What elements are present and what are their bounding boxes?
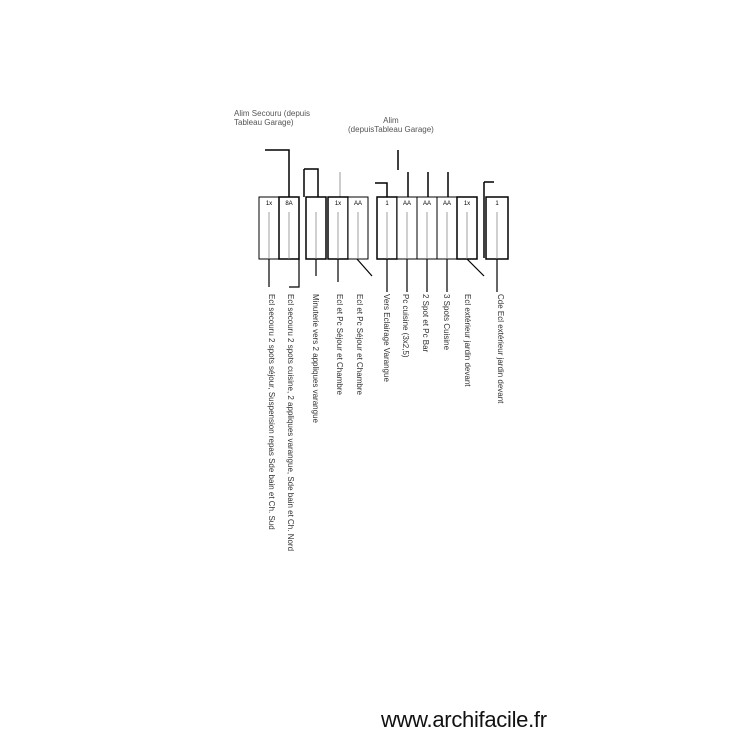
outgoing-wiring [269, 259, 497, 292]
circuit-label-10: Ecl extérieur jardin devant [463, 294, 472, 387]
breaker-rating-11: 1 [495, 201, 499, 207]
secouru-feed-label-line2: Tableau Garage) [234, 118, 294, 127]
circuit-label-8: 2 Spot et Pc Bar [421, 294, 430, 353]
circuit-label-11: Cde Ecl extérieur jardin devant [496, 294, 505, 404]
breaker-rating-6: 1 [385, 201, 389, 207]
breaker-rating-5: AA [353, 201, 362, 207]
breaker-rating-10: 1x [463, 201, 471, 207]
circuit-label-4: Ecl et Pc Séjour et Chambre [335, 294, 344, 395]
circuit-label-2: Ecl secouru 2 spots cuisine, 2 appliques varangue, Sde bain et Ch. Nord [286, 294, 295, 552]
circuit-label-3: Minuterie vers 2 appliques varangue [311, 294, 320, 423]
archifacile-watermark: www.archifacile.fr [381, 707, 547, 732]
secouru-feed-wiring [265, 150, 340, 199]
secouru-feed-label [234, 109, 310, 127]
circuit-label-9: 3 Spots Cuisine [442, 294, 451, 351]
circuit-label-5: Ecl et Pc Séjour et Chambre [355, 294, 364, 395]
circuit-label-7: Pc cuisine (3x2,5) [401, 294, 410, 358]
breaker-rating-7: AA [402, 201, 411, 207]
normal-feed-label [348, 116, 434, 134]
breaker-rating-2: 8A [285, 201, 293, 207]
breaker-rating-8: AA [422, 201, 431, 207]
breaker-rating-4: 1x [334, 201, 342, 207]
breaker-rating-9: AA [442, 201, 451, 207]
normal-feed-label-line1: Alim [383, 116, 399, 125]
breaker-rating-1: 1x [265, 201, 273, 207]
circuit-label-1: Ecl secouru 2 spots séjour, Suspension repas Sde bain et Ch. Sud [267, 294, 276, 530]
secouru-feed-label-line1: Alim Secouru (depuis [234, 109, 311, 118]
circuit-label-6: Vers Eclairage Varangue [382, 294, 391, 382]
normal-feed-label-line2: (depuisTableau Garage) [348, 125, 434, 134]
